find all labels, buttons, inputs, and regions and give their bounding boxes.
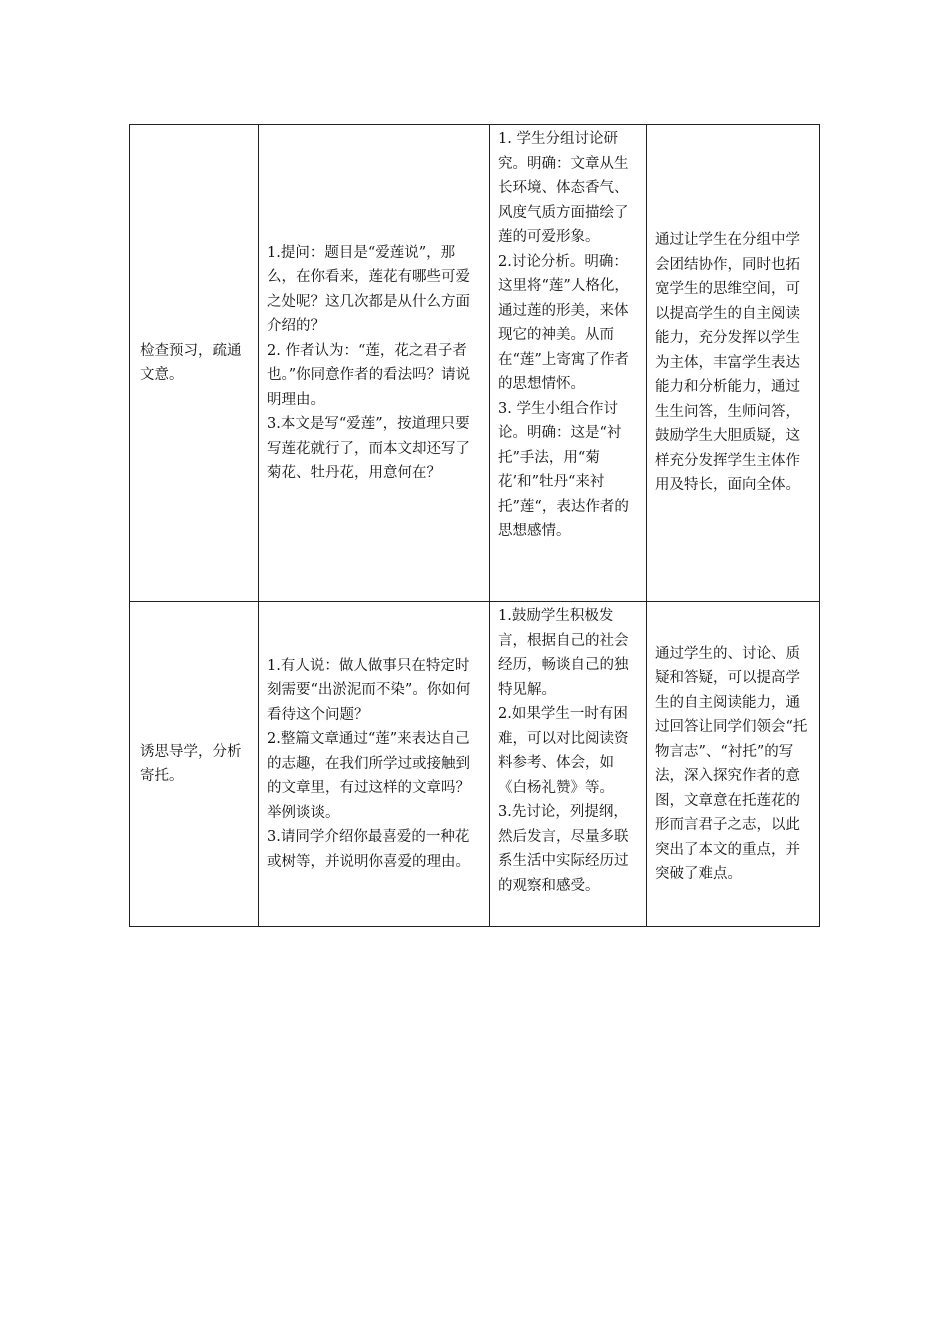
teacher-item: 2.整篇文章通过“莲”来表达自己的志趣，在我们所学过或接触到的文章里，有过这样的文章吗？举例谈谈。	[267, 731, 470, 821]
design-intent-text: 通过学生的、讨论、质疑和答疑，可以提高学生的自主阅读能力，通过回答让同学们领会“托物言志”、“衬托”的写法，深入探究作者的意图，文章意在托莲花的形而言君子之志，以此突出了本文的重点，并突破了难点。	[655, 645, 808, 882]
design-intent-text: 通过让学生在分组中学会团结协作，同时也拓宽学生的思维空间，可以提高学生的自主阅读能力，充分发挥以学生为主体，丰富学生表达能力和分析能力，通过生生问答，生师问答，鼓励学生大胆质疑，这样充分发挥学生主体作用及特长，面向全体。	[655, 232, 800, 494]
stage-cell	[130, 125, 259, 602]
stage-text: 诱思导学，分析寄托。	[140, 743, 242, 784]
table-row	[130, 602, 820, 927]
teacher-item: 1.提问：题目是“爱莲说”，那么，在你看来，莲花有哪些可爱之处呢？这几次都是从什么方面介绍的？	[267, 244, 470, 334]
student-item: 2.讨论分析。明确：这里将“莲”人格化，通过莲的形美，来体现它的神美。从而在“莲”上寄寓了作者的思想情怀。	[498, 253, 629, 392]
design-intent-cell	[647, 602, 820, 927]
student-activity-cell	[490, 125, 647, 602]
teacher-item: 1.有人说：做人做事只在特定时刻需要“出淤泥而不染”。你如何看待这个问题？	[267, 657, 471, 723]
stage-text: 检查预习，疏通文意。	[140, 342, 242, 383]
student-item: 3. 学生小组合作讨论。明确：这是“衬托”手法，用“菊花’和”牡丹“来衬托”莲“，表达作者的思想感情。	[498, 400, 629, 539]
teacher-activity-cell	[259, 602, 490, 927]
teacher-activity-cell	[259, 125, 490, 602]
stage-cell	[130, 602, 259, 927]
teacher-item: 3.本文是写“爱莲”，按道理只要写莲花就行了，而本文却还写了菊花、牡丹花，用意何在？	[267, 416, 470, 481]
teacher-item: 2. 作者认为：“莲，花之君子者也。”你同意作者的看法吗？请说明理由。	[267, 342, 471, 408]
lesson-plan-table	[129, 124, 820, 927]
student-activity-cell	[490, 602, 647, 927]
student-item: 1.鼓励学生积极发言，根据自己的社会经历，畅谈自己的独特见解。	[498, 608, 629, 698]
student-item: 2.如果学生一时有困难，可以对比阅读资料参考、体会，如《白杨礼赞》等。	[498, 706, 629, 796]
teacher-item: 3.请同学介绍你最喜爱的一种花或树等，并说明你喜爱的理由。	[267, 829, 470, 870]
student-item: 1. 学生分组讨论研究。明确：文章从生长环境、体态香气、风度气质方面描绘了莲的可爱形象。	[498, 131, 629, 245]
design-intent-cell	[647, 125, 820, 602]
student-item: 3.先讨论，列提纲，然后发言，尽量多联系生活中实际经历过的观察和感受。	[498, 804, 629, 894]
table-row	[130, 125, 820, 602]
